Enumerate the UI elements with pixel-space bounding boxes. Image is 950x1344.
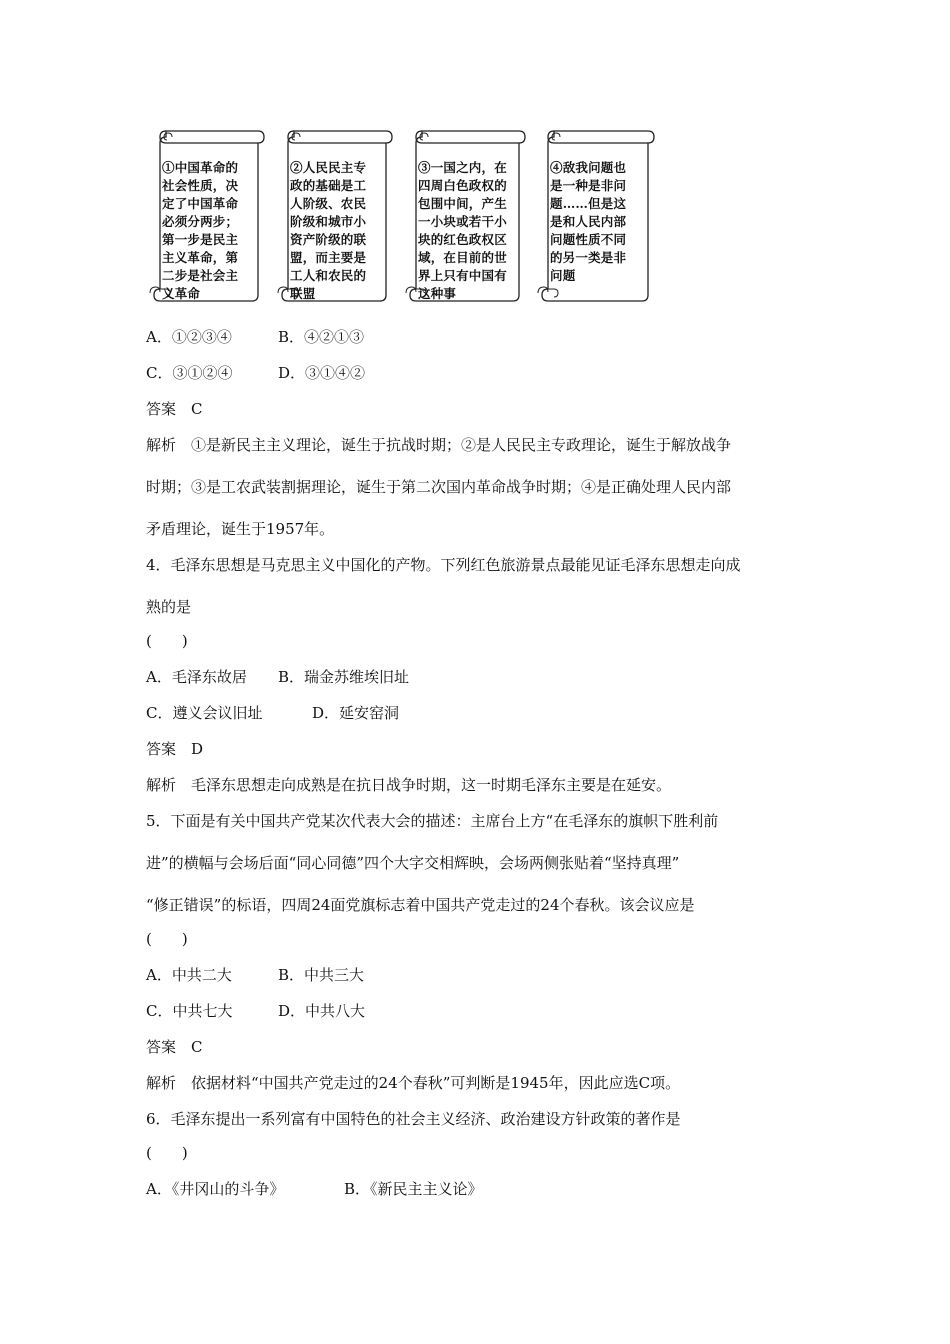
q5-stem-line-1: 5．下面是有关中国共产党某次代表大会的描述：主席台上方“在毛泽东的旗帜下胜利前 — [146, 812, 719, 830]
q6-option-b: B．《新民主主义论》 — [344, 1180, 483, 1198]
q5-option-c: C．中共七大 — [146, 1002, 233, 1020]
q6-option-a: A．《井冈山的斗争》 — [146, 1180, 285, 1198]
q5-option-a: A．中共二大 — [146, 966, 232, 984]
q3-option-a: A．①②③④ — [146, 328, 232, 346]
q4-answer-bracket: ( ) — [146, 632, 188, 650]
q3-option-c: C．③①②④ — [146, 364, 233, 382]
q4-stem-line-1: 4．毛泽东思想是马克思主义中国化的产物。下列红色旅游景点最能见证毛泽东思想走向成 — [146, 556, 741, 574]
q5-stem-line-3: “修正错误”的标语，四周24面党旗标志着中国共产党走过的24个春秋。该会议应是 — [146, 896, 695, 914]
scroll-card-4 — [534, 127, 656, 305]
q6-answer-bracket: ( ) — [146, 1144, 188, 1162]
q5-stem-line-2: 进”的横幅与会场后面“同心同德”四个大字交相辉映，会场两侧张贴着“坚持真理” — [146, 854, 680, 872]
q4-answer: 答案 D — [146, 740, 204, 758]
q4-option-d: D．延安窑洞 — [312, 704, 400, 722]
q4-analysis: 解析 毛泽东思想走向成熟是在抗日战争时期，这一时期毛泽东主要是在延安。 — [146, 776, 672, 794]
scroll-text-2: ②人民民主专 政的基础是工 人阶级、农民 阶级和城市小 资产阶级的联 盟，而主要是 工人和农民的 联盟 — [290, 160, 367, 301]
scroll-illustration-group — [146, 127, 666, 305]
q3-option-b: B．④②①③ — [278, 328, 365, 346]
q6-stem: 6．毛泽东提出一系列富有中国特色的社会主义经济、政治建设方针政策的著作是 — [146, 1110, 681, 1128]
q5-answer-bracket: ( ) — [146, 930, 188, 948]
q5-option-d: D．中共八大 — [278, 1002, 366, 1020]
q3-option-d: D．③①④② — [278, 364, 366, 382]
q4-option-c: C．遵义会议旧址 — [146, 704, 263, 722]
q4-option-b: B．瑞金苏维埃旧址 — [278, 668, 410, 686]
scroll-text-1: ①中国革命的 社会性质，决 定了中国革命 必须分两步； 第一步是民主 主义革命，第 二步是社会主 义革命 — [162, 160, 239, 301]
scroll-card-1 — [146, 127, 266, 305]
q3-answer: 答案 C — [146, 400, 203, 418]
q4-option-a: A．毛泽东故居 — [146, 668, 247, 686]
q4-stem-line-2: 熟的是 — [146, 598, 192, 616]
q3-analysis-line-1: 解析 ①是新民主主义理论，诞生于抗战时期；②是人民民主专政理论，诞生于解放战争 — [146, 436, 732, 454]
scroll-text-4: ④敌我问题也 是一种是非问 题……但是这 是和人民内部 问题性质不同 的另一类是非 问题 — [550, 160, 627, 283]
q3-analysis-line-3: 矛盾理论，诞生于1957年。 — [146, 520, 335, 538]
q3-analysis-line-2: 时期；③是工农武装割据理论，诞生于第二次国内革命战争时期；④是正确处理人民内部 — [146, 478, 732, 496]
q5-option-b: B．中共三大 — [278, 966, 365, 984]
q5-answer: 答案 C — [146, 1038, 203, 1056]
scroll-text-3: ③一国之内，在 四周白色政权的 包围中间，产生 一小块或若干小 块的红色政权区 域，在目前的世 界上只有中国有 这种事 — [418, 160, 507, 301]
scroll-card-2 — [274, 127, 394, 305]
q5-analysis: 解析 依据材料“中国共产党走过的24个春秋”可判断是1945年，因此应选C项。 — [146, 1074, 681, 1092]
scroll-card-3 — [402, 127, 527, 305]
